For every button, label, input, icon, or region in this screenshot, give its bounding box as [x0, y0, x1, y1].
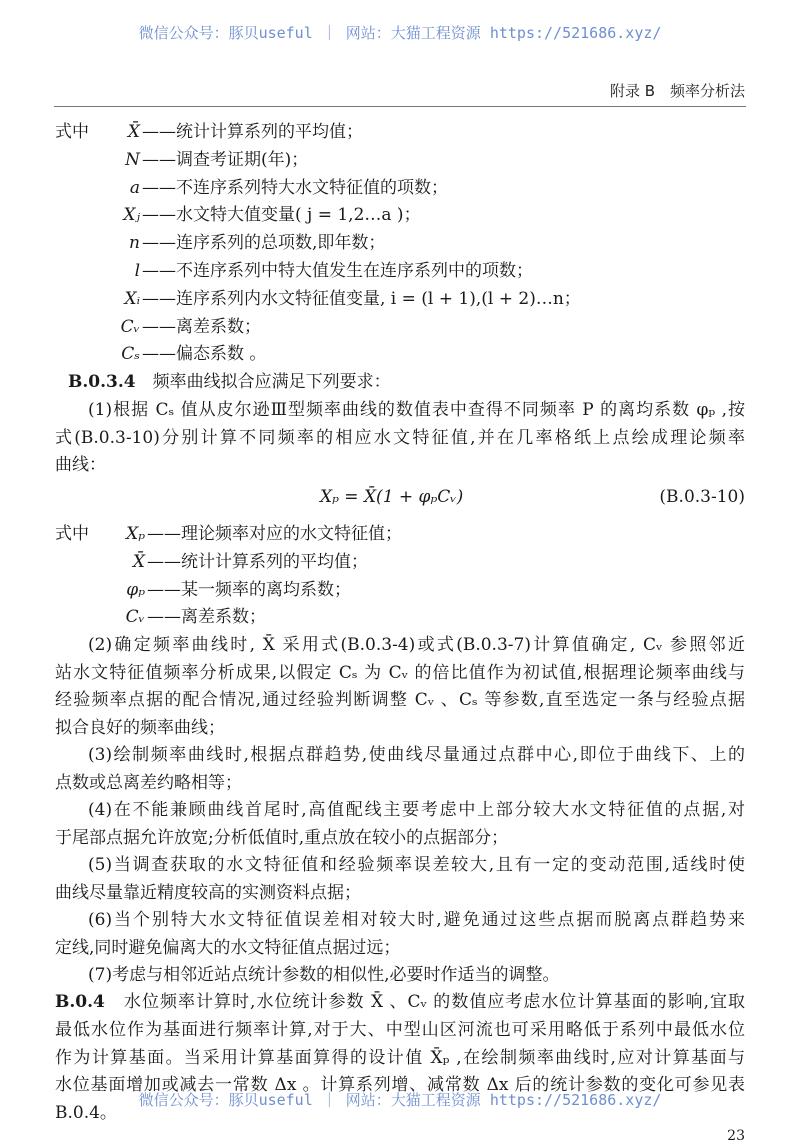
definition-variable: Xⱼ: [123, 205, 140, 226]
paragraph-line: 经验频率点据的配合情况,通过经验判断调整 Cᵥ 、Cₛ 等参数,直至选定一条与经验点据: [55, 690, 745, 710]
definition-variable: Cᵥ: [120, 316, 140, 337]
paragraph-line: 作为计算基面。当采用计算基面算得的设计值 X̄ₚ ,在绘制频率曲线时,应对计算基面与: [55, 1047, 745, 1068]
definition-text: ——连序系列的总项数,即年数；: [142, 233, 386, 254]
definition-text: ——统计计算系列的平均值；: [147, 551, 368, 572]
paragraph-line: 站水文特征值频率分析成果,以假定 Cₛ 为 Cᵥ 的倍比值作为初试值,根据理论频率曲线与: [55, 662, 745, 683]
definition-variable: φₚ: [126, 579, 145, 600]
paragraph-line: (6)当个别特大水文特征值误差相对较大时,避免通过这些点据而脱离点群趋势来: [88, 910, 745, 930]
paragraph-line: 于尾部点据允许放宽;分析低值时,重点放在较小的点据部分；: [55, 827, 509, 848]
clause-number: B.0.4: [55, 992, 105, 1012]
paragraph-line: (1)根据 Cₛ 值从皮尔逊Ⅲ型频率曲线的数值表中查得不同频率 P 的离均系数 φₚ ,按: [88, 400, 745, 420]
running-header: 附录 B 频率分析法: [609, 82, 745, 100]
definition-text: ——理论频率对应的水文特征值；: [147, 524, 402, 544]
paragraph-line: B.0.4。: [55, 1103, 117, 1124]
definition-text: ——不连序系列特大水文特征值的项数；: [142, 177, 448, 198]
definition-variable: X̄: [132, 551, 145, 572]
definition-variable: Cₛ: [121, 344, 140, 365]
clause-number: B.0.3.4: [68, 372, 136, 392]
paragraph-line: (3)绘制频率曲线时,根据点群趋势,使曲线尽量通过点群中心,即位于曲线下、上的: [88, 745, 745, 765]
definition-variable: X̄: [127, 122, 140, 142]
header-rule: [54, 106, 746, 107]
definition-text: ——不连序系列中特大值发生在连序系列中的项数；: [142, 261, 533, 281]
paragraph-line: 式(B.0.3-10)分别计算不同频率的相应水文特征值,并在几率格纸上点绘成理论频率: [55, 428, 745, 448]
definition-text: ——离差系数；: [142, 316, 261, 337]
definition-text: ——某一频率的离均系数；: [147, 579, 351, 600]
watermark-top: 微信公众号：豚贝useful ｜ 网站：大猫工程资源 https://521686.xyz/: [138, 24, 662, 42]
where-label: 式中: [55, 122, 89, 142]
paragraph-line: 水位基面增加或减去一常数 Δx 。计算系列增、减常数 Δx 后的统计参数的变化可参见表: [55, 1075, 745, 1096]
paragraph-line: 最低水位作为基面进行频率计算,对于大、中型山区河流也可采用略低于系列中最低水位: [55, 1019, 745, 1040]
watermark-bottom: 微信公众号：豚贝useful ｜ 网站：大猫工程资源 https://521686.xyz/: [138, 1091, 662, 1109]
definition-variable: n: [129, 233, 140, 254]
definition-text: ——离差系数；: [147, 607, 266, 628]
paragraph-line: 定线,同时避免偏离大的水文特征值点据过远；: [55, 937, 401, 958]
definition-variable: Cᵥ: [125, 607, 145, 628]
page-number: 23: [727, 1128, 745, 1144]
equation-number: (B.0.3-10): [659, 487, 745, 507]
clause-text: 频率曲线拟合应满足下列要求：: [152, 372, 391, 392]
paragraph-line: 曲线：: [55, 455, 106, 475]
paragraph-line: (5)当调查获取的水文特征值和经验频率误差较大,且有一定的变动范围,适线时使: [88, 855, 745, 875]
where-label: 式中: [55, 524, 89, 544]
definition-variable: l: [134, 261, 140, 281]
paragraph-line: (4)在不能兼顾曲线首尾时,高值配线主要考虑中上部分较大水文特征值的点据,对: [88, 800, 745, 820]
definition-variable: N: [125, 149, 140, 170]
definition-text: ——水文特大值变量( j = 1,2…a )；: [142, 205, 421, 226]
definition-text: ——连序系列内水文特征值变量, i = (l + 1),(l + 2)…n；: [142, 288, 581, 309]
paragraph-line: (2)确定频率曲线时, X̄ 采用式(B.0.3-4)或式(B.0.3-7)计算值确定, Cᵥ 参照邻近: [88, 635, 745, 655]
definition-text: ——偏态系数 。: [142, 344, 267, 365]
paragraph-line: 曲线尽量靠近精度较高的实测资料点据；: [55, 882, 361, 903]
paragraph-line: 拟合良好的频率曲线；: [55, 717, 225, 738]
clause-b034: [68, 371, 758, 393]
paragraph-line: 点数或总离差约略相等；: [55, 772, 242, 793]
definition-variable: a: [129, 177, 140, 198]
formula: Xₚ = X̄(1 + φₚCᵥ): [320, 487, 464, 507]
paragraph-line: (7)考虑与相邻近站点统计参数的相似性,必要时作适当的调整。: [88, 965, 560, 985]
definition-variable: Xₚ: [126, 524, 145, 544]
clause-b04-line: [55, 991, 745, 1013]
clause-text: 水位频率计算时,水位统计参数 X̄ 、Cᵥ 的数值应考虑水位计算基面的影响,宜取: [123, 992, 746, 1012]
definition-variable: Xᵢ: [124, 288, 140, 309]
definition-text: ——统计计算系列的平均值；: [142, 122, 363, 142]
definition-text: ——调查考证期(年)；: [142, 149, 309, 170]
